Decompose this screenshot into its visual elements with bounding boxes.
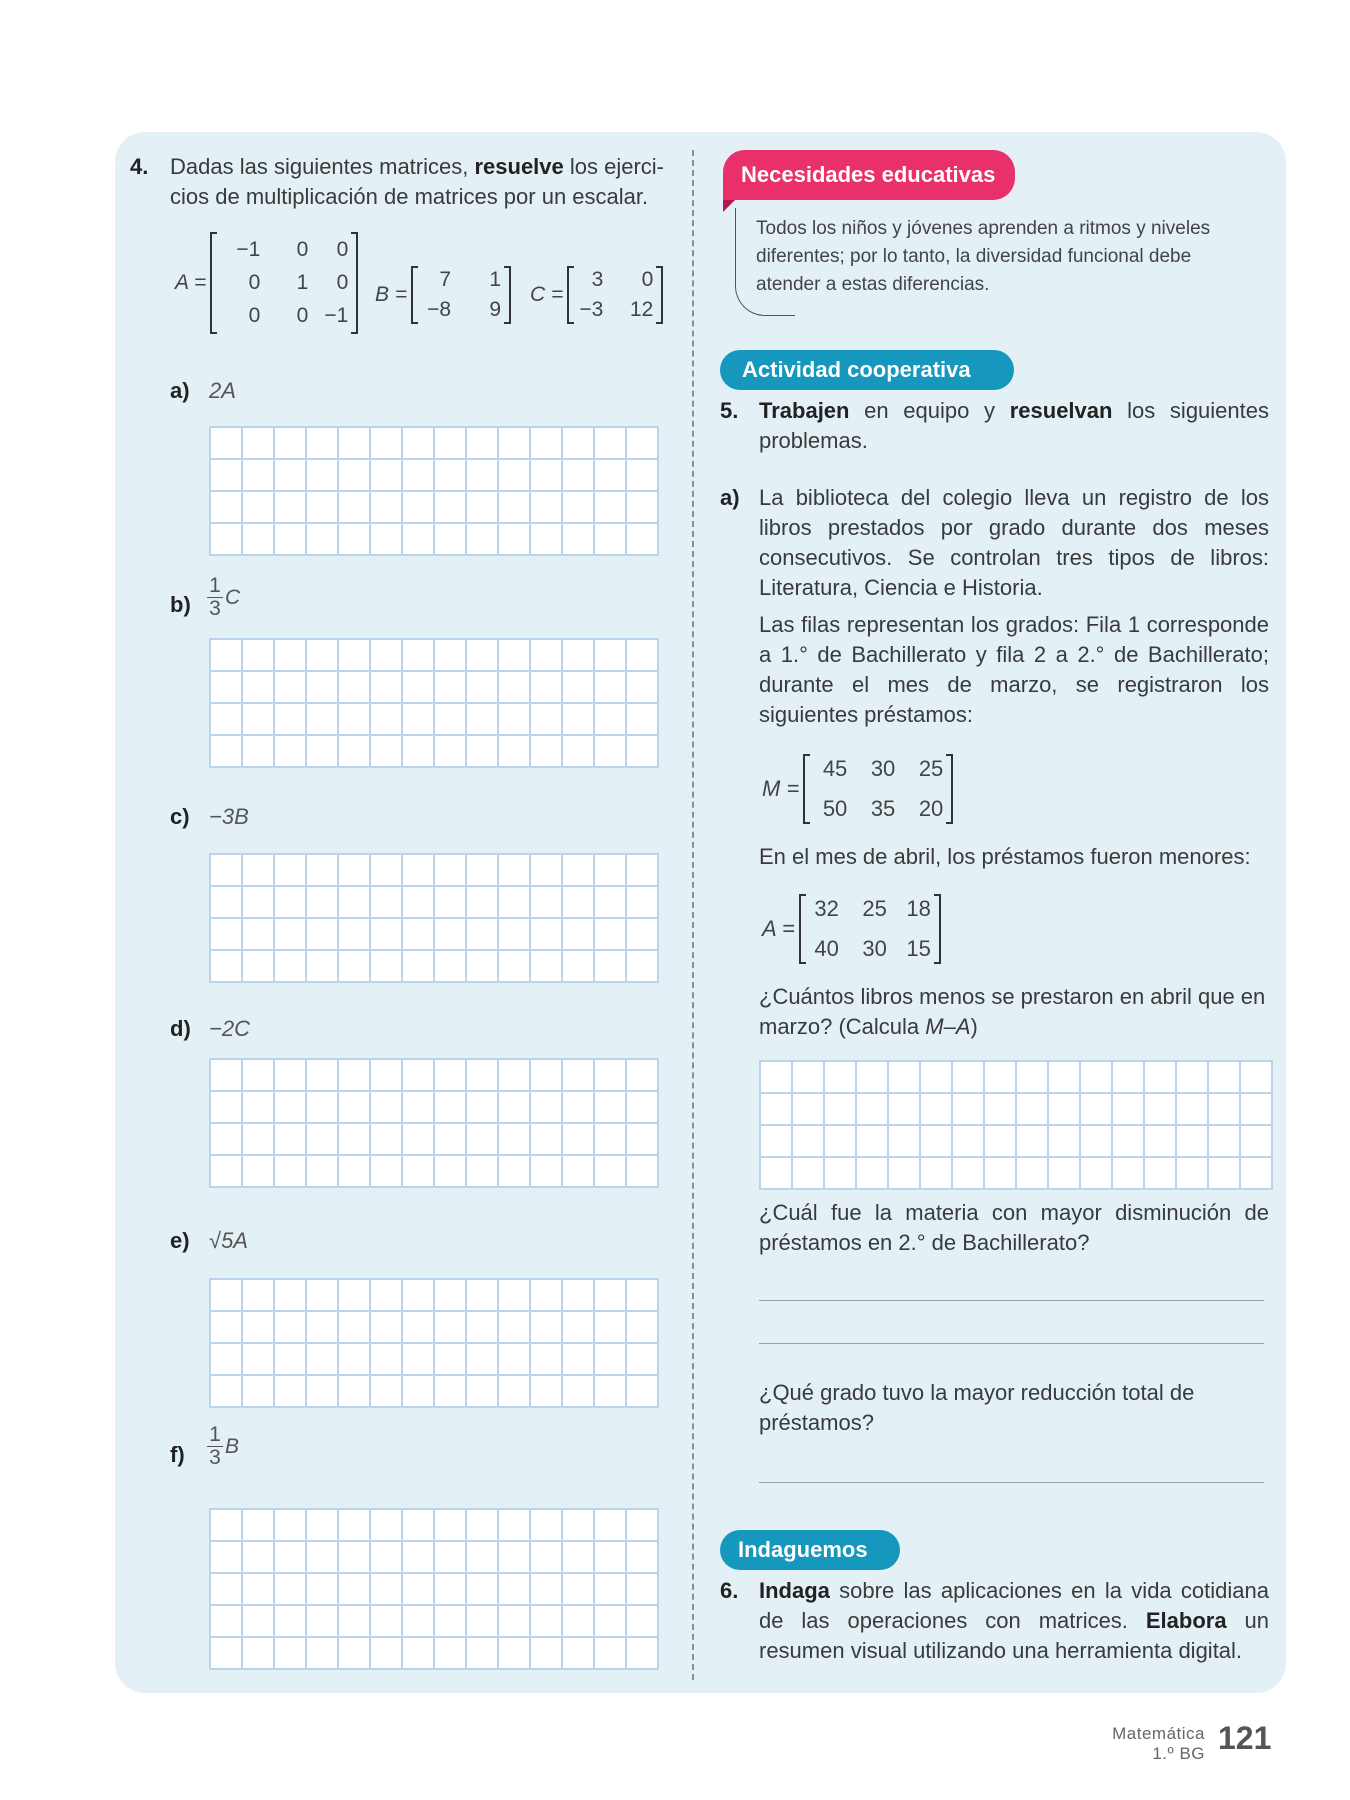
question-3: ¿Qué grado tuvo la mayor reducción total de préstamos? [759,1380,1195,1435]
matrix-C: C = 3 0 −3 12 [530,266,663,324]
part-a-label: a) [720,485,740,510]
april-text: En el mes de abril, los préstamos fueron menores: [759,844,1251,869]
matrix-B: B = 7 1 −8 9 [375,266,511,324]
answer-line-q3[interactable] [759,1482,1264,1483]
special-needs-badge: Necesidades educativas [723,150,1015,200]
exercise-6-statement: Indaga sobre las aplicaciones en la vida cotidiana de las operaciones con matrices. Elabora un resumen visual utilizando una herramienta digital. [759,1578,1269,1663]
exercise-5-statement: Trabajen en equipo y resuelvan los siguientes problemas. [759,398,1269,453]
answer-grid-f[interactable] [209,1508,659,1670]
answer-grid-b[interactable] [209,638,659,768]
exercise-5-number: 5. [720,398,739,423]
column-divider [692,150,694,1680]
item-a-label: a) [170,378,190,403]
page-number: 121 [1218,1720,1272,1756]
answer-grid-e[interactable] [209,1278,659,1408]
question-1: ¿Cuántos libros menos se prestaron en abril que en marzo? (Calcula M–A) [759,984,1266,1039]
item-c-expression: −3B [209,804,249,829]
answer-grid-d[interactable] [209,1058,659,1188]
item-f-expression: 1 3 B [207,1424,239,1469]
matrix-A: A = −1 0 0 0 1 0 0 0 −1 [175,232,358,334]
answer-grid-c[interactable] [209,853,659,983]
part-a-paragraph-2: Las filas representan los grados: Fila 1 corresponde a 1.° de Bachillerato y fila 2 a 2.° de Bachillerato; durante el mes de marzo, se registraron los siguientes préstamos: [759,612,1269,727]
answer-grid-a[interactable] [209,426,659,556]
exercise-4-statement: 4. Dadas las siguientes matrices, resuelve los ejerci- [130,154,665,179]
item-a-expression: 2A [209,378,236,403]
matrix-April-A: A = 32 25 18 40 30 15 [762,894,941,964]
cooperative-activity-badge: Actividad cooperativa [720,350,1014,390]
answer-grid-question-1[interactable] [759,1060,1273,1190]
item-d-label: d) [170,1016,191,1041]
part-a-paragraph-1: La biblioteca del colegio lleva un registro de los libros prestados por grado durante dos meses consecutivos. Se controlan tres tipos de libros: Literatura, Ciencia e Historia. [759,485,1269,600]
footer-subject-grade: Matemática 1.º BG [1112,1724,1205,1763]
special-needs-note: Todos los niños y jóvenes aprenden a ritmos y niveles diferentes; por lo tanto, la diversidad funcional debe atender a estas diferencias. [756,218,1211,295]
item-d-expression: −2C [209,1016,250,1041]
answer-line-q2-1[interactable] [759,1300,1264,1301]
matrix-M: M = 45 30 25 50 35 20 [762,754,953,824]
exercise-6-number: 6. [720,1578,739,1603]
item-b-label: b) [170,592,191,617]
question-2: ¿Cuál fue la materia con mayor disminución de préstamos en 2.° de Bachillerato? [759,1200,1269,1255]
item-b-expression: 1 3 C [207,575,240,620]
item-e-label: e) [170,1228,190,1253]
item-e-expression: √5A [209,1228,248,1253]
exercise-4-line2: cios de multiplicación de matrices por un escalar. [170,184,649,209]
item-f-label: f) [170,1442,185,1467]
exercise-number: 4. [130,154,149,179]
research-badge: Indaguemos [720,1530,900,1570]
answer-line-q2-2[interactable] [759,1343,1264,1344]
item-c-label: c) [170,804,190,829]
badge-tail-decoration [723,200,735,212]
